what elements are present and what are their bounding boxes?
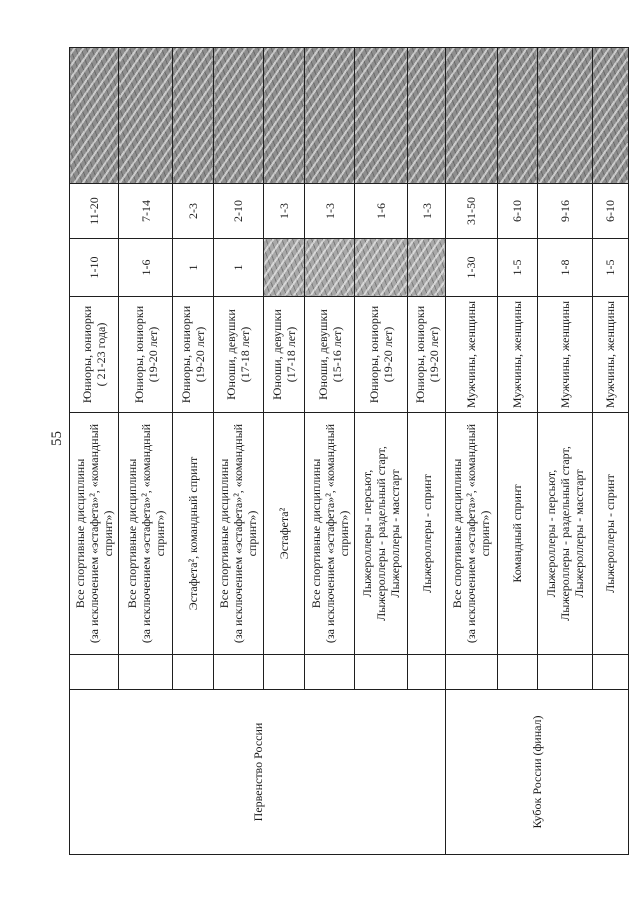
discipline-cell: Все спортивные дисциплины (за исключением «эстафета»², «командный спринт»)	[214, 413, 263, 655]
age-group-cell: Мужчины, женщины	[446, 297, 497, 413]
discipline-cell: Командный спринт	[497, 413, 537, 655]
rank-range-cell: 2-3	[172, 184, 214, 239]
competition-kubok: Кубок России (финал)	[446, 690, 629, 855]
discipline-cell: Лыжероллеры - спринт	[592, 413, 628, 655]
rank-range-cell: 1-3	[263, 184, 305, 239]
age-group-cell: Юниоры, юниорки (19-20 лет)	[355, 297, 408, 413]
discipline-cell: Все спортивные дисциплины (за исключением «эстафета»², «командный спринт»)	[70, 413, 119, 655]
age-group-cell: Юниоры, юниорки (19-20 лет)	[407, 297, 445, 413]
discipline-cell: Все спортивные дисциплины (за исключением «эстафета»², «командный спринт»)	[305, 413, 355, 655]
hatched-cell	[70, 48, 119, 184]
discipline-cell: Лыжероллеры - персьют, Лыжероллеры - раздельный старт, Лыжероллеры - масстарт	[538, 413, 593, 655]
age-group-cell: Мужчины, женщины	[592, 297, 628, 413]
hatched-cell	[538, 48, 593, 184]
hatched-cell	[263, 48, 305, 184]
discipline-cell: Эстафета²	[263, 413, 305, 655]
hatched-cell	[214, 48, 263, 184]
rank-range-cell: 1-3	[407, 184, 445, 239]
discipline-cell: Все спортивные дисциплины (за исключением «эстафета»², «командный спринт»)	[446, 413, 497, 655]
rank-range-cell: 31-50	[446, 184, 497, 239]
rank-range-cell: 11-20	[70, 184, 119, 239]
competition-pervenstvo: Первенство России	[70, 690, 446, 855]
rank-range-cell: 1	[214, 239, 263, 297]
rank-range-cell: 6-10	[592, 184, 628, 239]
age-group-cell: Юниоры, юниорки (19-20 лет)	[172, 297, 214, 413]
rank-range-cell: 1	[172, 239, 214, 297]
hatched-cell	[407, 239, 445, 297]
rank-range-cell: 1-6	[355, 184, 408, 239]
rank-range-cell: 1-30	[446, 239, 497, 297]
age-group-cell: Юноши, девушки (17-18 лет)	[263, 297, 305, 413]
discipline-cell: Лыжероллеры - персьют, Лыжероллеры - раздельный старт, Лыжероллеры - масстарт	[355, 413, 408, 655]
age-group-cell: Юниоры, юниорки (19-20 лет)	[119, 297, 173, 413]
rank-range-cell: 9-16	[538, 184, 593, 239]
discipline-cell: Эстафета², командный спринт	[172, 413, 214, 655]
discipline-cell: Лыжероллеры - спринт	[407, 413, 445, 655]
rank-range-cell: 1-3	[305, 184, 355, 239]
rank-range-cell: 1-8	[538, 239, 593, 297]
rank-range-cell: 6-10	[497, 184, 537, 239]
age-group-cell: Юноши, девушки (15-16 лет)	[305, 297, 355, 413]
rank-range-cell: 2-10	[214, 184, 263, 239]
rank-range-cell: 1-5	[592, 239, 628, 297]
hatched-cell	[355, 48, 408, 184]
hatched-cell	[172, 48, 214, 184]
hatched-cell	[446, 48, 497, 184]
age-group-cell: Мужчины, женщины	[497, 297, 537, 413]
sports-ranking-table	[69, 48, 629, 855]
hatched-cell	[592, 48, 628, 184]
hatched-cell	[355, 239, 408, 297]
hatched-cell	[305, 239, 355, 297]
age-group-cell: Мужчины, женщины	[538, 297, 593, 413]
hatched-cell	[407, 48, 445, 184]
rank-range-cell: 1-5	[497, 239, 537, 297]
age-group-cell: Юниоры, юниорки ( 21-23 года)	[70, 297, 119, 413]
rank-range-cell: 7-14	[119, 184, 173, 239]
discipline-cell: Все спортивные дисциплины (за исключением «эстафета»², «командный спринт»)	[119, 413, 173, 655]
age-group-cell: Юноши, девушки (17-18 лет)	[214, 297, 263, 413]
hatched-cell	[263, 239, 305, 297]
hatched-cell	[497, 48, 537, 184]
page-number: 55	[49, 431, 65, 446]
rank-range-cell: 1-10	[70, 239, 119, 297]
hatched-cell	[119, 48, 173, 184]
rank-range-cell: 1-6	[119, 239, 173, 297]
hatched-cell	[305, 48, 355, 184]
